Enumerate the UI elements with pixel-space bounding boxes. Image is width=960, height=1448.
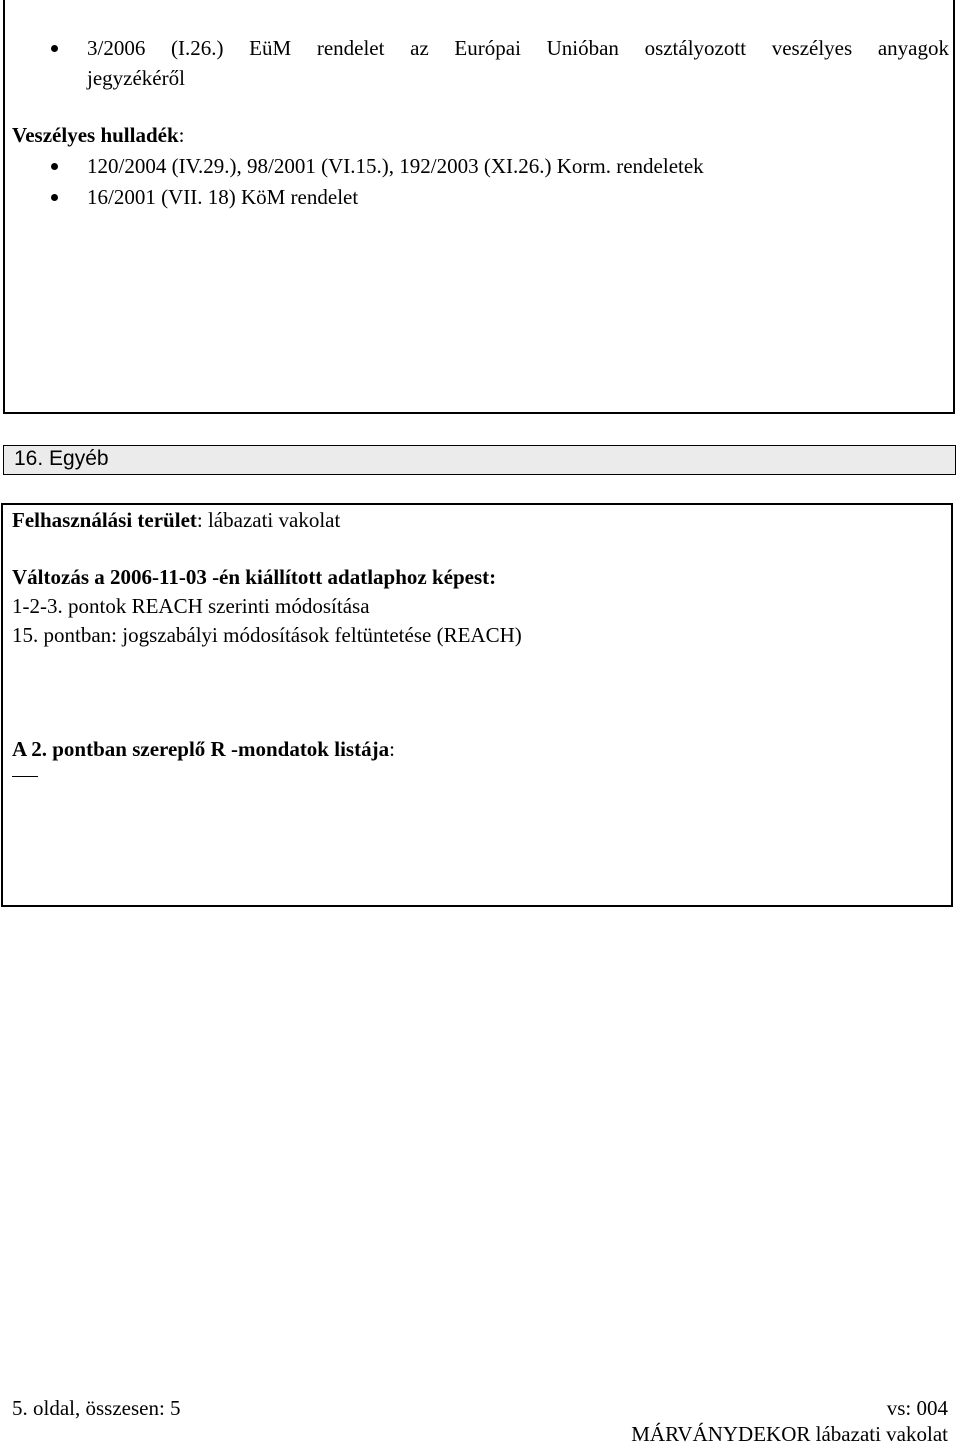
r-phrases-colon: : bbox=[389, 737, 395, 761]
r-phrases-heading bbox=[12, 737, 395, 762]
change-item-1: 1-2-3. pontok REACH szerinti módosítása bbox=[12, 594, 370, 618]
section-header bbox=[3, 445, 956, 475]
empty-dash bbox=[12, 776, 38, 777]
bullet-icon bbox=[51, 45, 58, 52]
product-name: MÁRVÁNYDEKOR lábazati vakolat bbox=[631, 1422, 948, 1446]
legislation-item-1-line-1: 3/2006 (I.26.) EüM rendelet az Európai Unióban osztályozott veszélyes anyagok bbox=[87, 36, 949, 60]
waste-item-2: 16/2001 (VII. 18) KöM rendelet bbox=[87, 185, 359, 209]
change-item-2: 15. pontban: jogszabályi módosítások feltüntetése (REACH) bbox=[12, 623, 522, 647]
legislation-item-1-line-2: jegyzékéről bbox=[87, 66, 185, 90]
r-phrases-label: A 2. pontban szereplő R -mondatok listája bbox=[12, 737, 390, 761]
other-info-box bbox=[1, 503, 953, 907]
page-info: 5. oldal, összesen: 5 bbox=[12, 1396, 181, 1420]
usage-line bbox=[12, 508, 340, 533]
bullet-icon bbox=[51, 194, 58, 201]
waste-heading bbox=[12, 121, 185, 149]
version-label: vs: 004 bbox=[886, 1396, 948, 1420]
waste-colon: : bbox=[178, 123, 185, 147]
section-title: 16. Egyéb bbox=[14, 447, 109, 470]
bullet-icon bbox=[51, 163, 58, 170]
usage-value: : lábazati vakolat bbox=[196, 508, 341, 532]
usage-label: Felhasználási terület bbox=[12, 508, 197, 532]
changes-heading: Változás a 2006-11-03 -én kiállított adatlaphoz képest: bbox=[12, 565, 497, 589]
waste-item-1: 120/2004 (IV.29.), 98/2001 (VI.15.), 192/2003 (XI.26.) Korm. rendeletek bbox=[87, 154, 704, 178]
waste-label: Veszélyes hulladék bbox=[12, 123, 179, 147]
